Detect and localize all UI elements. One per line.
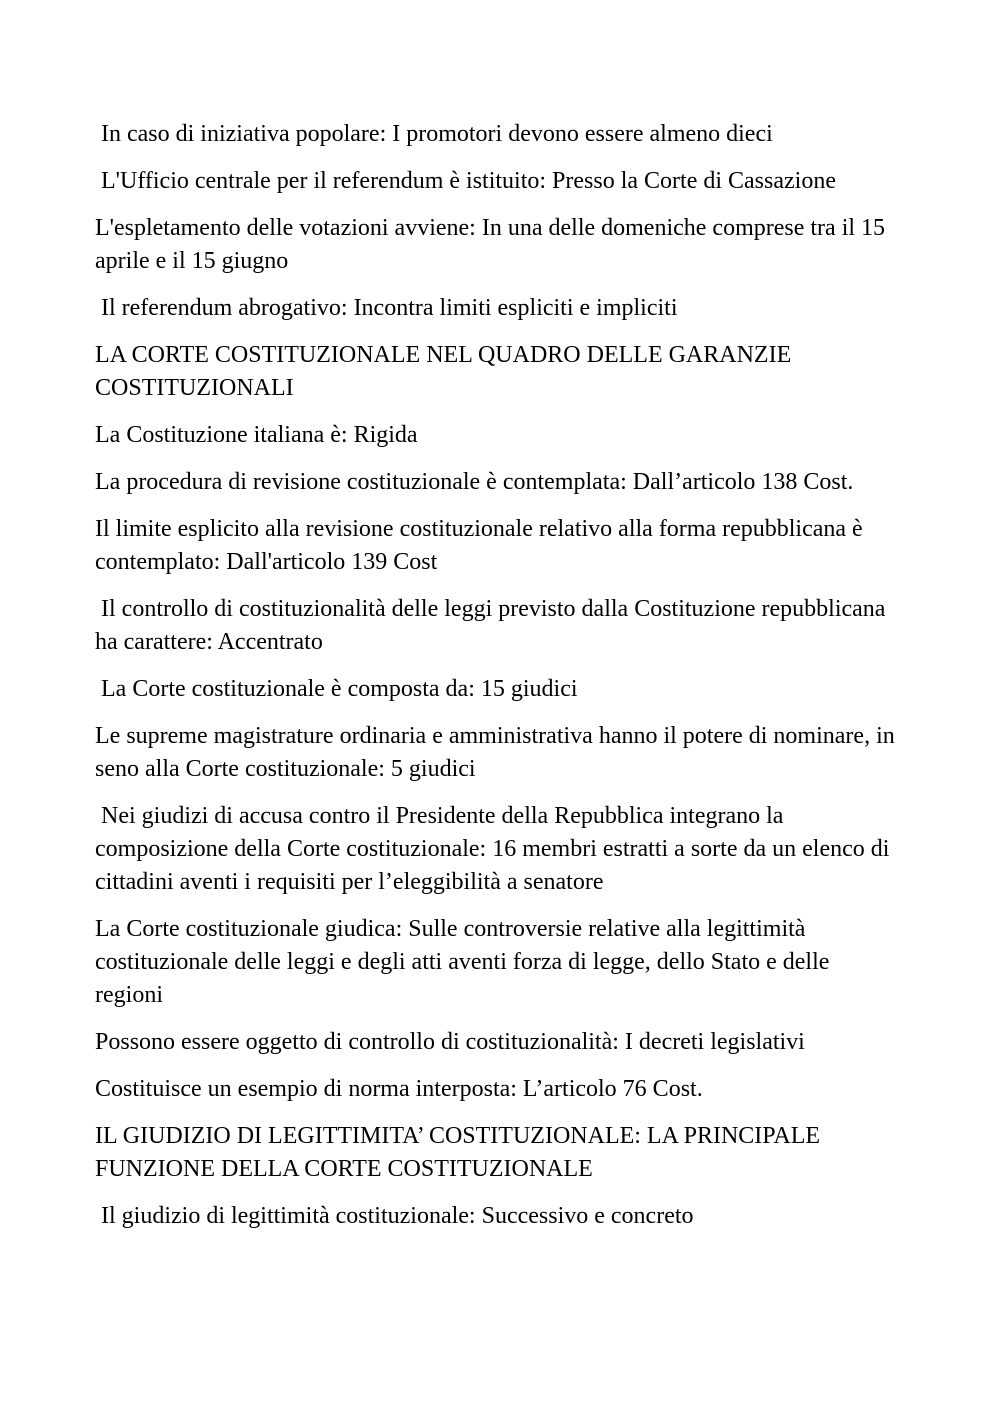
paragraph-limite-esplicito: Il limite esplicito alla revisione costituzionale relativo alla forma repubblicana è contemplato: Dall'articolo 139 Cost (95, 516, 869, 575)
paragraph-espletamento-votazioni: L'espletamento delle votazioni avviene: In una delle domeniche comprese tra il 15 aprile e il 15 giugno (95, 215, 892, 274)
paragraph-ufficio-centrale: L'Ufficio centrale per il referendum è istituito: Presso la Corte di Cassazione (95, 168, 836, 194)
paragraph-giudizi-accusa: Nei giudizi di accusa contro il Presidente della Repubblica integrano la composizione della Corte costituzionale: 16 membri estratti a sorte da un elenco di cittadini aventi i requisiti per l’eleggibilità a senatore (95, 803, 896, 895)
paragraph-referendum-abrogativo: Il referendum abrogativo: Incontra limiti espliciti e impliciti (95, 295, 678, 321)
section-heading-giudizio-legittimita: IL GIUDIZIO DI LEGITTIMITA’ COSTITUZIONALE: LA PRINCIPALE FUNZIONE DELLA CORTE COSTITUZIONALE (95, 1123, 827, 1182)
paragraph-revisione-costituzionale: La procedura di revisione costituzionale è contemplata: Dall’articolo 138 Cost. (95, 469, 854, 495)
document-page (95, 118, 900, 1247)
paragraph-supreme-magistrature: Le supreme magistrature ordinaria e amministrativa hanno il potere di nominare, in seno alla Corte costituzionale: 5 giudici (95, 723, 901, 782)
section-heading-corte-costituzionale: LA CORTE COSTITUZIONALE NEL QUADRO DELLE GARANZIE COSTITUZIONALI (95, 342, 798, 401)
paragraph-norma-interposta: Costituisce un esempio di norma interposta: L’articolo 76 Cost. (95, 1076, 703, 1102)
paragraph-costituzione-rigida: La Costituzione italiana è: Rigida (95, 422, 418, 448)
paragraph-composizione-corte: La Corte costituzionale è composta da: 15 giudici (95, 676, 578, 702)
paragraph-controllo-costituzionalita: Il controllo di costituzionalità delle leggi previsto dalla Costituzione repubblicana ha carattere: Accentrato (95, 596, 892, 655)
paragraph-oggetto-controllo: Possono essere oggetto di controllo di costituzionalità: I decreti legislativi (95, 1029, 805, 1055)
paragraph-giudizio-successivo: Il giudizio di legittimità costituzionale: Successivo e concreto (95, 1203, 694, 1229)
paragraph-corte-giudica: La Corte costituzionale giudica: Sulle controversie relative alla legittimità costituzionale delle leggi e degli atti aventi forza di legge, dello Stato e delle regioni (95, 916, 836, 1008)
paragraph-iniziativa-popolare: In caso di iniziativa popolare: I promotori devono essere almeno dieci (95, 121, 773, 147)
